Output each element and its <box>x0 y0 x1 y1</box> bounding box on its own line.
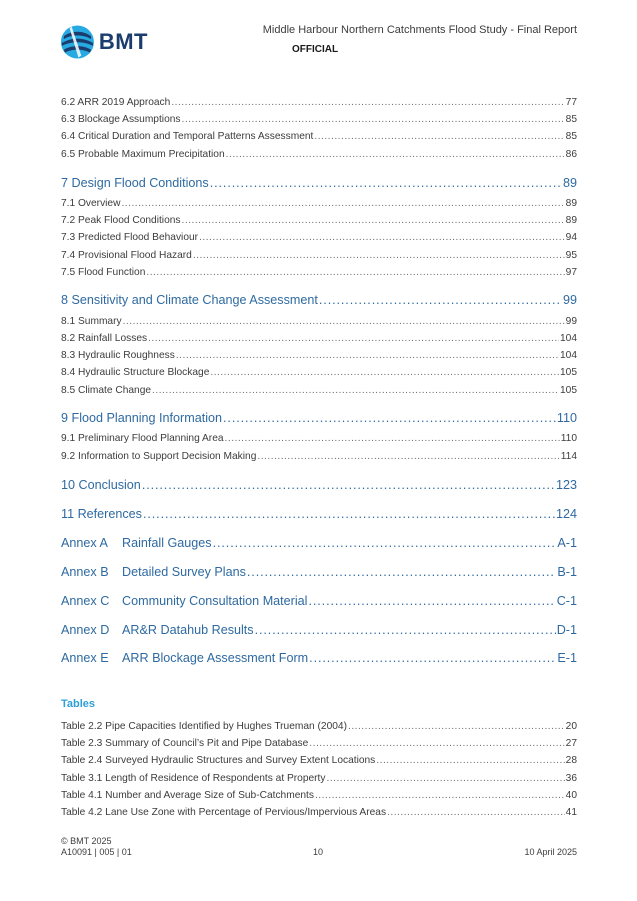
report-title: Middle Harbour Northern Catchments Flood Study - Final Report <box>262 24 577 36</box>
table-entry[interactable]: Table 3.1 Length of Residence of Respondents at Property ..... 36 <box>61 772 577 786</box>
footer-page-number: 10 <box>313 847 324 857</box>
table-entry[interactable]: Table 2.3 Summary of Council’s Pit and Pipe Database ..... 27 <box>61 737 577 751</box>
toc-annex-d[interactable]: Annex D AR&R Datahub Results ..... D-1 <box>61 621 577 639</box>
tables-heading: Tables <box>61 698 96 710</box>
toc-annex-a[interactable]: Annex A Rainfall Gauges ..... A-1 <box>61 534 577 552</box>
table-entry[interactable]: Table 4.2 Lane Use Zone with Percentage of Pervious/Impervious Areas ..... 41 <box>61 806 577 820</box>
toc-chapter-10[interactable]: 10 Conclusion ..... 123 <box>61 476 577 494</box>
toc-annex-c[interactable]: Annex C Community Consultation Material ..... C-1 <box>61 592 577 610</box>
toc-entry[interactable]: 7.1 Overview ..... 89 <box>61 197 577 211</box>
toc-entry[interactable]: 7.2 Peak Flood Conditions ..... 89 <box>61 214 577 228</box>
toc-entry[interactable]: 8.1 Summary ..... 99 <box>61 315 577 329</box>
toc-entry[interactable]: 6.3 Blockage Assumptions ..... 85 <box>61 113 577 127</box>
toc-entry[interactable]: 8.4 Hydraulic Structure Blockage ..... 105 <box>61 366 577 380</box>
toc-entry[interactable]: 9.1 Preliminary Flood Planning Area ..... 110 <box>61 432 577 446</box>
toc-entry[interactable]: 7.3 Predicted Flood Behaviour ..... 94 <box>61 231 577 245</box>
bmt-globe-icon <box>58 22 97 62</box>
toc-entry[interactable]: 6.5 Probable Maximum Precipitation ..... 86 <box>61 148 577 162</box>
toc-chapter-9[interactable]: 9 Flood Planning Information ..... 110 <box>61 409 577 427</box>
toc-entry[interactable]: 8.2 Rainfall Losses ..... 104 <box>61 332 577 346</box>
table-entry[interactable]: Table 2.4 Surveyed Hydraulic Structures and Survey Extent Locations ..... 28 <box>61 754 577 768</box>
footer-copyright: © BMT 2025 <box>61 836 112 846</box>
toc-annex-e[interactable]: Annex E ARR Blockage Assessment Form ..... E-1 <box>61 649 577 667</box>
toc-entry[interactable]: 8.3 Hydraulic Roughness ..... 104 <box>61 349 577 363</box>
toc-entry[interactable]: 6.2 ARR 2019 Approach ..... 77 <box>61 96 577 110</box>
footer-date: 10 April 2025 <box>524 847 577 857</box>
logo-text: BMT <box>98 29 148 54</box>
toc-chapter-11[interactable]: 11 References ..... 124 <box>61 505 577 523</box>
classification-label: OFFICIAL <box>292 44 339 55</box>
table-entry[interactable]: Table 2.2 Pipe Capacities Identified by Hughes Trueman (2004) ..... 20 <box>61 720 577 734</box>
table-entry[interactable]: Table 4.1 Number and Average Size of Sub-Catchments ..... 40 <box>61 789 577 803</box>
toc-entry[interactable]: 7.4 Provisional Flood Hazard ..... 95 <box>61 249 577 263</box>
toc-chapter-7[interactable]: 7 Design Flood Conditions ..... 89 <box>61 174 577 192</box>
toc-entry[interactable]: 9.2 Information to Support Decision Making ..... 114 <box>61 450 577 464</box>
bmt-logo <box>58 20 148 64</box>
toc-entry[interactable]: 6.4 Critical Duration and Temporal Patterns Assessment ..... 85 <box>61 130 577 144</box>
toc-annex-b[interactable]: Annex B Detailed Survey Plans ..... B-1 <box>61 563 577 581</box>
toc-entry[interactable]: 7.5 Flood Function ..... 97 <box>61 266 577 280</box>
toc-entry[interactable]: 8.5 Climate Change ..... 105 <box>61 384 577 398</box>
footer-reference: A10091 | 005 | 01 <box>61 847 132 857</box>
toc-chapter-8[interactable]: 8 Sensitivity and Climate Change Assessment ..... 99 <box>61 291 577 309</box>
